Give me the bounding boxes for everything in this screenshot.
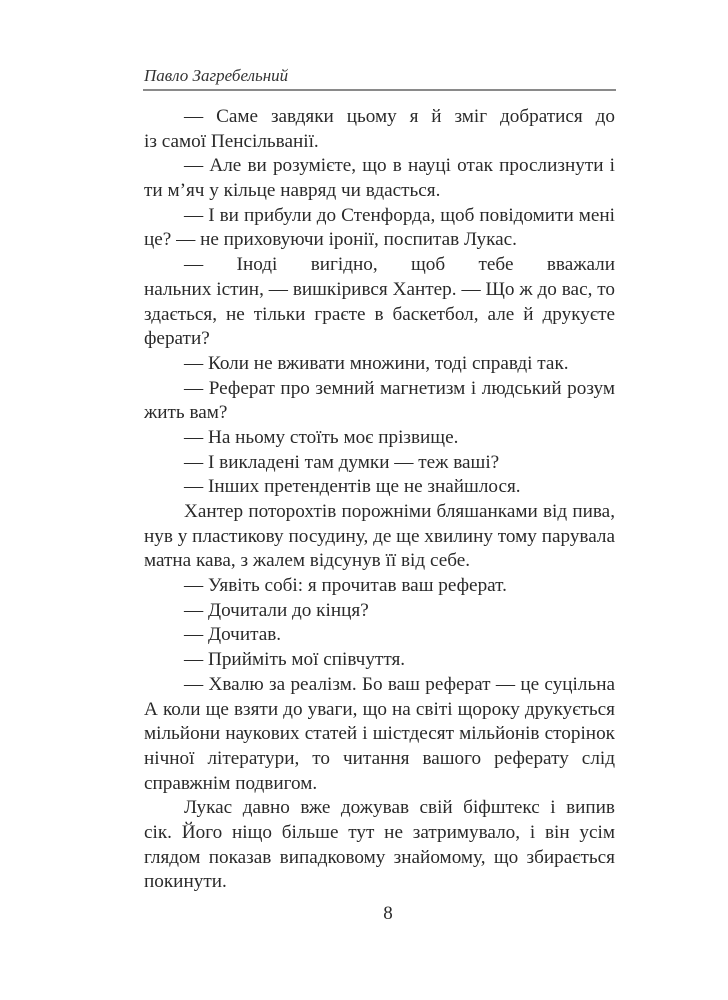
text-line: — Інших претендентів ще не знайшлося. bbox=[184, 476, 521, 498]
text-line: — Хвалю за реалізм. Бо ваш реферат — це суцільна bbox=[184, 673, 615, 695]
text-line: — Прийміть мої співчуття. bbox=[184, 649, 406, 671]
text-line: — Але ви розумієте, що в науці отак прослизнути і bbox=[184, 155, 615, 177]
text-line: ти м’яч у кільце навряд чи вдасться. bbox=[144, 180, 441, 202]
text-line: здається, не тільки граєте в баскетбол, але й друкуєте bbox=[144, 303, 615, 325]
text-line: — На ньому стоїть моє прізвище. bbox=[184, 426, 459, 448]
text-line: Хантер поторохтів порожніми бляшанками від пива, bbox=[184, 501, 615, 522]
text-line: нальних істин, — вишкірився Хантер. — Що ж до вас, то bbox=[144, 278, 615, 300]
text-line: це? — не приховуючи іронії, поспитав Лукас. bbox=[144, 229, 517, 251]
text-line: — Дочитав. bbox=[184, 624, 282, 646]
text-line: — Уявіть собі: я прочитав ваш реферат. bbox=[184, 575, 507, 597]
text-line: справжнім подвигом. bbox=[144, 772, 318, 794]
text-line: мільйони наукових статей і шістдесят мільйонів сторінок bbox=[144, 723, 615, 745]
text-line: нічної літератури, то читання вашого реферату слід bbox=[144, 747, 615, 769]
text-line: А коли ще взяти до уваги, що на світі щороку друкується bbox=[144, 698, 615, 720]
text-line: — Коли не вживати множини, тоді справді так. bbox=[184, 352, 569, 374]
text-line: — Іноді вигідно, щоб тебе вважали bbox=[184, 254, 615, 276]
text-line: Лукас давно вже дожував свій біфштекс і випив bbox=[184, 797, 615, 819]
text-line: жить вам? bbox=[144, 402, 228, 424]
text-line: ферати? bbox=[144, 328, 210, 350]
text-line: нув у пластикову посудину, де ще хвилину тому парувала bbox=[144, 525, 615, 547]
text-line: матна кава, з жалем відсунув її від себе. bbox=[144, 550, 471, 572]
text-line: — Саме завдяки цьому я й зміг добратися до bbox=[184, 106, 615, 127]
text-line: із самої Пенсільванії. bbox=[144, 130, 319, 152]
text-line: глядом показав випадковому знайомому, що збирається bbox=[144, 846, 615, 868]
text-line: сік. Його ніщо більше тут не затримувало, і він усім bbox=[144, 821, 615, 843]
text-line: — Реферат про земний магнетизм і людський розум bbox=[184, 377, 615, 399]
header-rule bbox=[143, 89, 616, 91]
page-number: 8 bbox=[383, 903, 393, 924]
text-line: покинути. bbox=[144, 871, 227, 893]
text-line: — Дочитали до кінця? bbox=[184, 599, 369, 621]
page-body bbox=[144, 105, 615, 895]
text-line: — І ви прибули до Стенфорда, щоб повідомити мені bbox=[184, 204, 615, 226]
text-line: — І викладені там думки — теж ваші? bbox=[184, 451, 500, 473]
running-header: Павло Загребельний bbox=[144, 66, 289, 85]
